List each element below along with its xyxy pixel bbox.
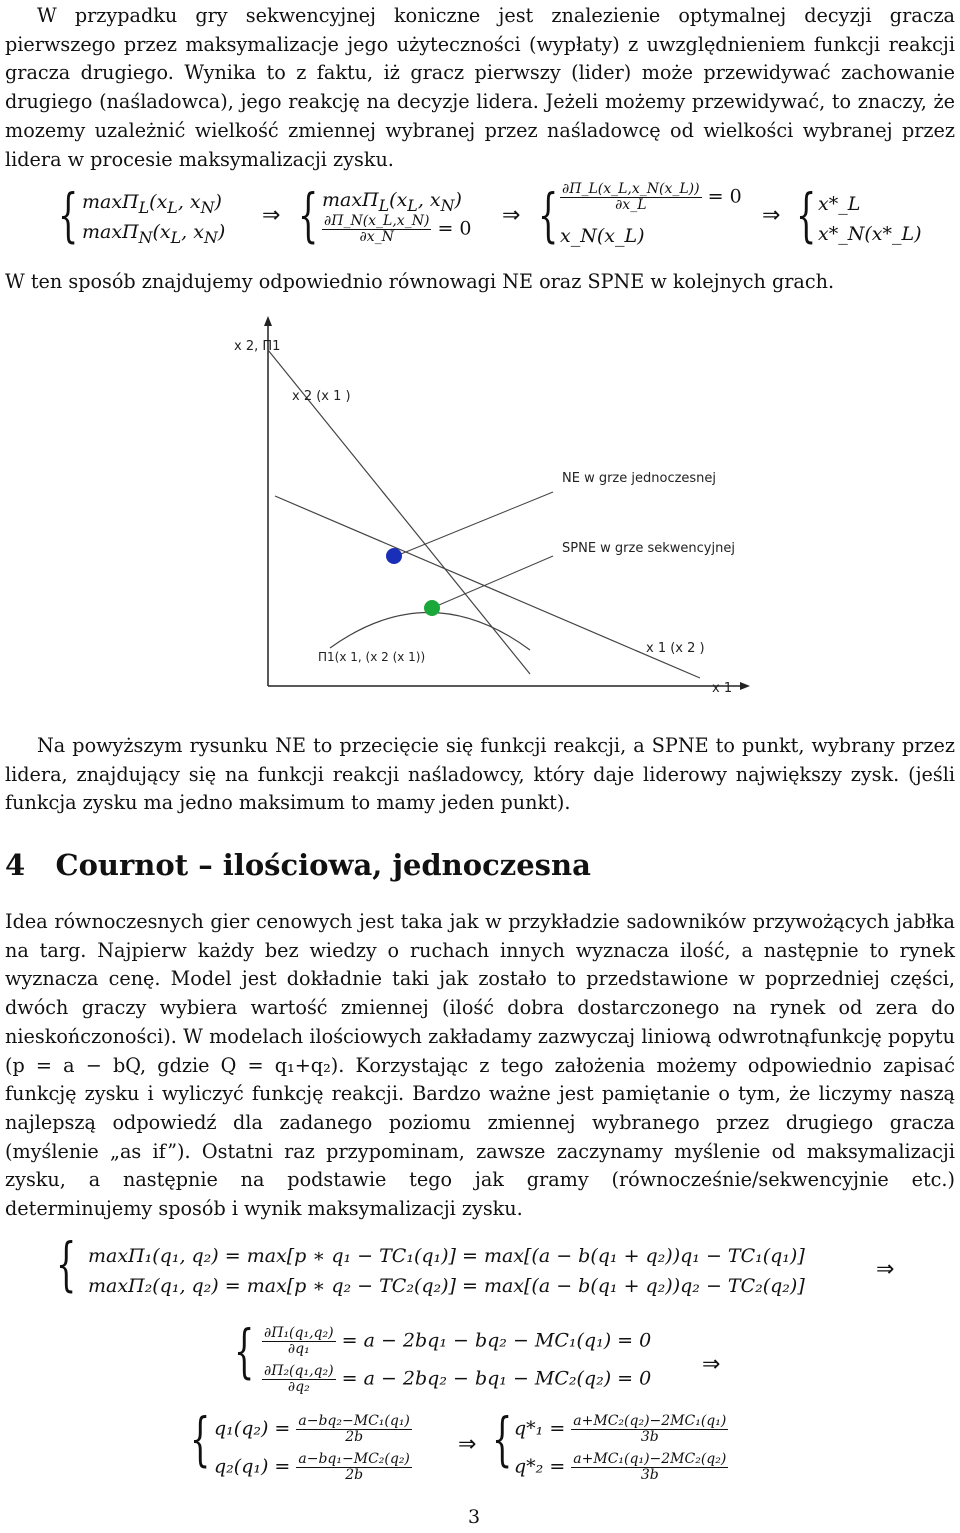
left-brace: { <box>234 1317 255 1385</box>
eq1-a1: $\max\Pi_L(x_L$, $x_N$) <box>82 191 222 217</box>
reaction-q1: q₁(q₂) = $\frac{\text{a−bq₂−MC₁(q₁)}}{2b}$ <box>214 1413 410 1445</box>
eq1-b1: $\max\Pi_L(x_L$, $x_N$) <box>322 189 462 215</box>
spne-pointer-line <box>432 556 553 608</box>
left-brace: { <box>56 1230 77 1298</box>
diagram-explanation: Na powyższym rysunku NE to przecięcie się funkcji reakcji, a SPNE to punkt, wybrany przez lidera, znajdujący się na funkcji reakcji naśladowcy, który daje liderowy największy zysk. (jeśli funkcja zysku ma jedno maksimum to mamy jeden punkt). <box>5 734 955 815</box>
implies-arrow: ⇒ <box>702 1352 721 1377</box>
page-number: 3 <box>468 1506 481 1528</box>
left-brace: { <box>796 181 817 249</box>
ne-pointer-line <box>396 492 553 556</box>
equilibria-sentence: W ten sposób znajdujemy odpowiednio równowagi NE oraz SPNE w kolejnych grach. <box>5 270 835 293</box>
implies-arrow: ⇒ <box>876 1257 895 1282</box>
eq1-c2: x_N(x_L) <box>560 225 645 247</box>
follower-reaction-label: x 2 (x 1 ) <box>292 389 351 404</box>
eq1-a2: $\max\Pi_N(x_L$, $x_N$) <box>82 221 226 247</box>
left-brace: { <box>492 1405 513 1473</box>
implies-arrow: ⇒ <box>262 203 281 228</box>
solution-q1: q*₁ = $\frac{\text{a+MC₂(q₂)−2MC₁(q₁)}}{3b}$ <box>514 1413 727 1445</box>
left-brace: { <box>538 181 559 249</box>
eq2-line2: maxΠ₂(q₁, q₂) = max[p ∗ q₂ − TC₂(q₂)] = max[(a − b(q₁ + q₂))q₂ − TC₂(q₂)] <box>88 1275 805 1297</box>
left-brace: { <box>298 181 319 249</box>
ne-point <box>386 548 402 564</box>
solution-q2: q*₂ = $\frac{\text{a+MC₁(q₁)−2MC₂(q₂)}}{3b}$ <box>514 1451 727 1483</box>
implies-arrow: ⇒ <box>762 203 781 228</box>
leader-reaction-label: x 1 (x 2 ) <box>646 641 705 656</box>
left-brace: { <box>58 181 79 249</box>
y-axis-label: x 2, Π1 <box>234 339 281 354</box>
eq1-d2: x*_N(x*_L) <box>818 223 922 245</box>
x-axis-arrowhead <box>740 682 750 690</box>
x-axis-label: x 1 <box>712 681 733 696</box>
spne-point <box>424 600 440 616</box>
implies-arrow: ⇒ <box>502 203 521 228</box>
eq1-b2: $\frac{\partial\Pi\_N(x\_L,x\_N)}{\partial x\_N}$ = 0 <box>324 213 472 245</box>
isoprofit-curve <box>330 612 530 650</box>
eq1-d1: x*_L <box>818 193 861 215</box>
section-paragraph: Idea równoczesnych gier cenowych jest taka jak w przykładzie sadowników przywożących jabłka na targ. Najpierw każdy bez wiedzy o ruchach innych wyznacza ilość, a następnie to rynek wyznacza cenę. Model jest dokładnie taki jak zostało to przedstawione w poprzedniej części, dwóch graczy wybiera wartość zmiennej (ilość dobra dostarczonego na rynek od zera do nieskończoności). W modelach ilościowych zakładamy zazwyczaj liniową odwrotnąfunkcję popytu (p = a − bQ, gdzie Q = q₁+q₂). Korzystając z tego założenia możemy odpowiednio zapisać funkcję zysku i wyliczyć funkcję reakcji. Bardzo ważne jest pamiętanie o tym, że liczymy naszą najlepszą odpowiedź dla zadanego poziomu zmiennej wybranego przez drugiego gracza (myślenie „as if”). Ostatni raz przypominam, zawsze zaczynamy myślenie od maksymalizacji zysku, a następnie na podstawie tego jak gramy (równocześnie/sekwencyjnie etc.) determinujemy sposób i wynik maksymalizacji zysku. <box>5 910 955 1221</box>
intro-paragraph: W przypadku gry sekwencyjnej koniczne jest znalezienie optymalnej decyzji gracza pierwszego przez maksymalizacje jego użyteczności (wypłaty) z uwzględnieniem funkcji reakcji gracza drugiego. Wynika to z faktu, iż gracz pierwszy (lider) może przewidywać zachowanie drugiego (naśladowca), jego reakcję na decyzje lidera. Jeżeli możemy przewidywać, to znaczy, że mozemy uzależnić wielkość zmiennej wybranej przez naśladowcę od wielkości wybranej przez lidera w procesie maksymalizacji zysku. <box>5 4 955 171</box>
ne-label: NE w grze jednoczesnej <box>562 471 717 486</box>
eq2-line1: maxΠ₁(q₁, q₂) = max[p ∗ q₁ − TC₁(q₁)] = max[(a − b(q₁ + q₂))q₁ − TC₁(q₁)] <box>88 1245 805 1267</box>
eq1-c1: $\frac{\partial\Pi\_L(x\_L,x\_N(x\_L))}{\partial x\_L}$ = 0 <box>562 181 742 213</box>
left-brace: { <box>190 1405 211 1473</box>
reaction-q2: q₂(q₁) = $\frac{\text{a−bq₁−MC₂(q₂)}}{2b}$ <box>214 1451 410 1483</box>
isoprofit-label: Π1(x 1, (x 2 (x 1)) <box>318 650 426 664</box>
implies-arrow: ⇒ <box>458 1432 477 1457</box>
section-heading: 4 Cournot – ilościowa, jednoczesna <box>5 848 591 882</box>
reaction-function-diagram <box>0 306 960 716</box>
foc-1: $\frac{\text{∂Π₁(q₁,q₂)}}{\text{∂q₁}}$ = a − 2bq₁ − bq₂ − MC₁(q₁) = 0 <box>264 1325 652 1357</box>
foc-2: $\frac{\text{∂Π₂(q₁,q₂)}}{\text{∂q₂}}$ = a − 2bq₂ − bq₁ − MC₂(q₂) = 0 <box>264 1363 652 1395</box>
spne-label: SPNE w grze sekwencyjnej <box>562 541 735 556</box>
y-axis-arrowhead <box>264 316 272 326</box>
